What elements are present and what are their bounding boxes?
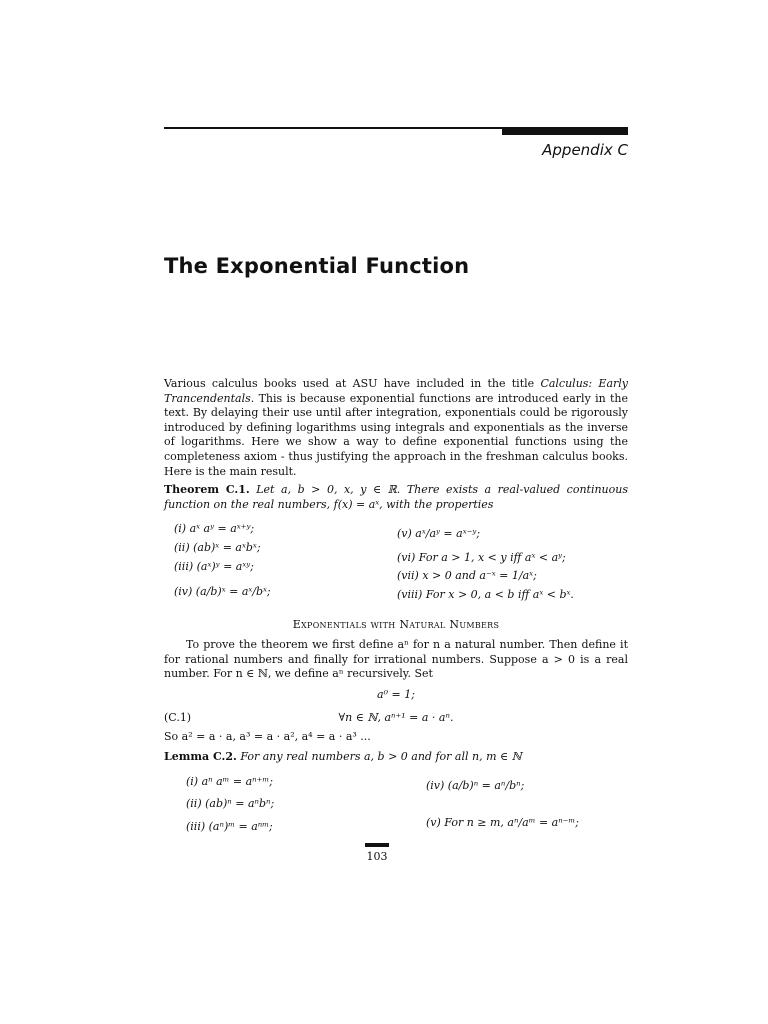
recursion-equation: ∀n ∈ ℕ, aⁿ⁺¹ = a · aⁿ. — [338, 711, 454, 724]
intro-text-2: . This is because exponential functions are introduced early in the text. By delaying their use until after integration, exponentials could be rigorously introduced by defining logarithms using integrals and exponentials as the inverse of logarithms. Here we show a way to define exponential functions using the completeness axiom - thus justifying the approach in the freshman calculus books. Here is the main result. — [164, 391, 628, 478]
appendix-label: Appendix C — [542, 141, 628, 159]
lemma-property: (i) aⁿ aᵐ = aⁿ⁺ᵐ; — [186, 775, 273, 788]
lemma-label: Lemma C.2. — [164, 750, 237, 763]
section-heading: Exponentials with Natural Numbers — [292, 618, 500, 631]
book-title: Calculus: Early Trancendentals — [164, 377, 628, 405]
theorem-property: (iii) (aˣ)ʸ = aˣʸ; — [174, 560, 254, 573]
intro-text-1: Various calculus books used at ASU have included in the title — [164, 377, 541, 390]
theorem-property: (i) aˣ aʸ = aˣ⁺ʸ; — [174, 522, 255, 535]
intro-paragraph — [164, 377, 628, 479]
examples-line: So a² = a · a, a³ = a · a², a⁴ = a · a³ ... — [164, 730, 371, 743]
theorem-property: (vi) For a > 1, x < y iff aˣ < aʸ; — [397, 551, 566, 564]
page-number: 103 — [366, 850, 388, 863]
theorem-label: Theorem C.1. — [164, 483, 250, 496]
lemma-text: For any real numbers a, b > 0 and for all n, m ∈ ℕ — [236, 750, 522, 763]
theorem-property: (vii) x > 0 and a⁻ˣ = 1/aˣ; — [397, 569, 537, 582]
base-equation: a⁰ = 1; — [377, 688, 415, 701]
chapter-title: The Exponential Function — [164, 254, 470, 278]
theorem-property: (ii) (ab)ˣ = aˣbˣ; — [174, 541, 261, 554]
theorem-text: Let a, b > 0, x, y ∈ ℝ. There exists a real-valued continuous function on the real numbers, f(x) = aˣ, with the properties — [164, 483, 628, 511]
theorem-statement — [164, 483, 628, 512]
theorem-property: (viii) For x > 0, a < b iff aˣ < bˣ. — [397, 588, 574, 601]
lemma-property: (ii) (ab)ⁿ = aⁿbⁿ; — [186, 797, 275, 810]
header-rule-block — [502, 127, 628, 135]
lemma-property: (iv) (a/b)ⁿ = aⁿ/bⁿ; — [426, 779, 525, 792]
lemma-statement — [164, 750, 522, 763]
theorem-property: (iv) (a/b)ˣ = aˣ/bˣ; — [174, 585, 271, 598]
section-paragraph: To prove the theorem we first define aⁿ for n a natural number. Then define it for rational numbers and finally for irrational numbers. Suppose a > 0 is a real number. For n ∈ ℕ, we define aⁿ recursively. Set — [164, 638, 628, 681]
theorem-property: (v) aˣ/aʸ = aˣ⁻ʸ; — [397, 527, 481, 540]
lemma-property: (iii) (aⁿ)ᵐ = aⁿᵐ; — [186, 820, 273, 833]
equation-label: (C.1) — [164, 711, 192, 724]
page-number-bar — [365, 843, 389, 847]
page — [164, 0, 628, 1024]
lemma-property: (v) For n ≥ m, aⁿ/aᵐ = aⁿ⁻ᵐ; — [426, 816, 579, 829]
